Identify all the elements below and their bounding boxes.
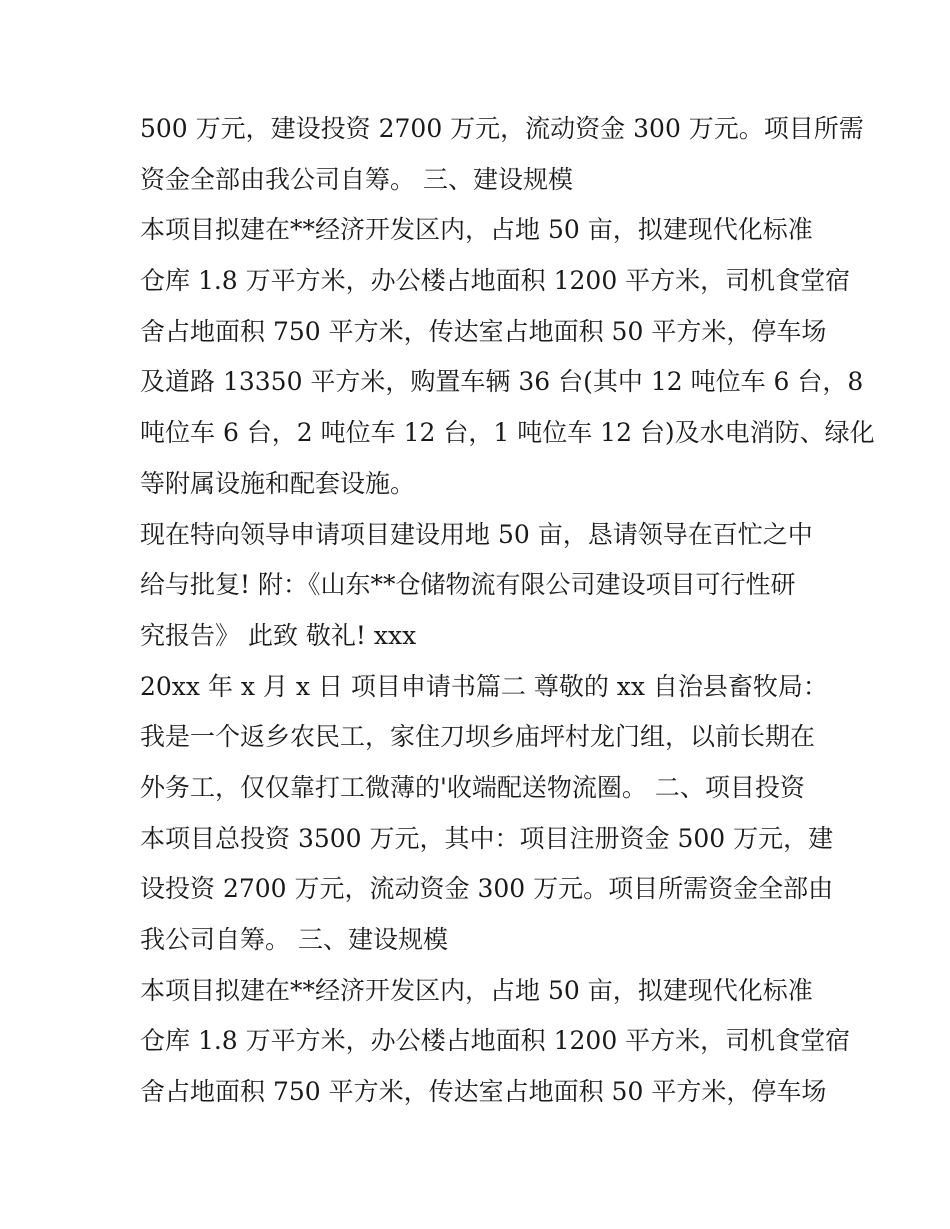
text-line: 舍占地面积 750 平方米，传达室占地面积 50 平方米，停车场	[140, 316, 827, 346]
text-line: 本项目总投资 3500 万元，其中：项目注册资金 500 万元，建	[140, 823, 834, 853]
text-line: 仓库 1.8 万平方米，办公楼占地面积 1200 平方米，司机食堂宿	[140, 266, 851, 296]
text-line: 给与批复! 附：《山东**仓储物流有限公司建设项目可行性研	[140, 570, 796, 600]
text-line: 及道路 13350 平方米，购置车辆 36 台(其中 12 吨位车 6 台，8	[140, 367, 864, 397]
text-line: 资金全部由我公司自筹。 三、建设规模	[140, 164, 573, 194]
text-line: 设投资 2700 万元，流动资金 300 万元。项目所需资金全部由	[140, 874, 834, 904]
text-line: 本项目拟建在**经济开发区内，占地 50 亩，拟建现代化标准	[140, 215, 813, 245]
text-line: 我是一个返乡农民工，家住刀坝乡庙坪村龙门组，以前长期在	[140, 722, 816, 752]
text-line: 吨位车 6 台，2 吨位车 12 台，1 吨位车 12 台)及水电消防、绿化	[140, 418, 875, 448]
text-line: 究报告》 此致 敬礼! xxx	[140, 620, 417, 650]
text-line: 现在特向领导申请项目建设用地 50 亩，恳请领导在百忙之中	[140, 519, 813, 549]
text-line: 500 万元，建设投资 2700 万元，流动资金 300 万元。项目所需	[140, 114, 864, 143]
text-line: 我公司自筹。 三、建设规模	[140, 925, 448, 954]
text-line: 等附属设施和配套设施。	[140, 468, 416, 498]
text-line: 本项目拟建在**经济开发区内，占地 50 亩，拟建现代化标准	[140, 975, 813, 1005]
document-body	[140, 104, 875, 1118]
text-line: 20xx 年 x 月 x 日 项目申请书篇二 尊敬的 xx 自治县畜牧局：	[140, 671, 828, 701]
text-line: 外务工，仅仅靠打工微薄的'收端配送物流圈。 二、项目投资	[140, 772, 805, 802]
text-line: 舍占地面积 750 平方米，传达室占地面积 50 平方米，停车场	[140, 1077, 827, 1107]
text-line: 仓库 1.8 万平方米，办公楼占地面积 1200 平方米，司机食堂宿	[140, 1026, 851, 1056]
